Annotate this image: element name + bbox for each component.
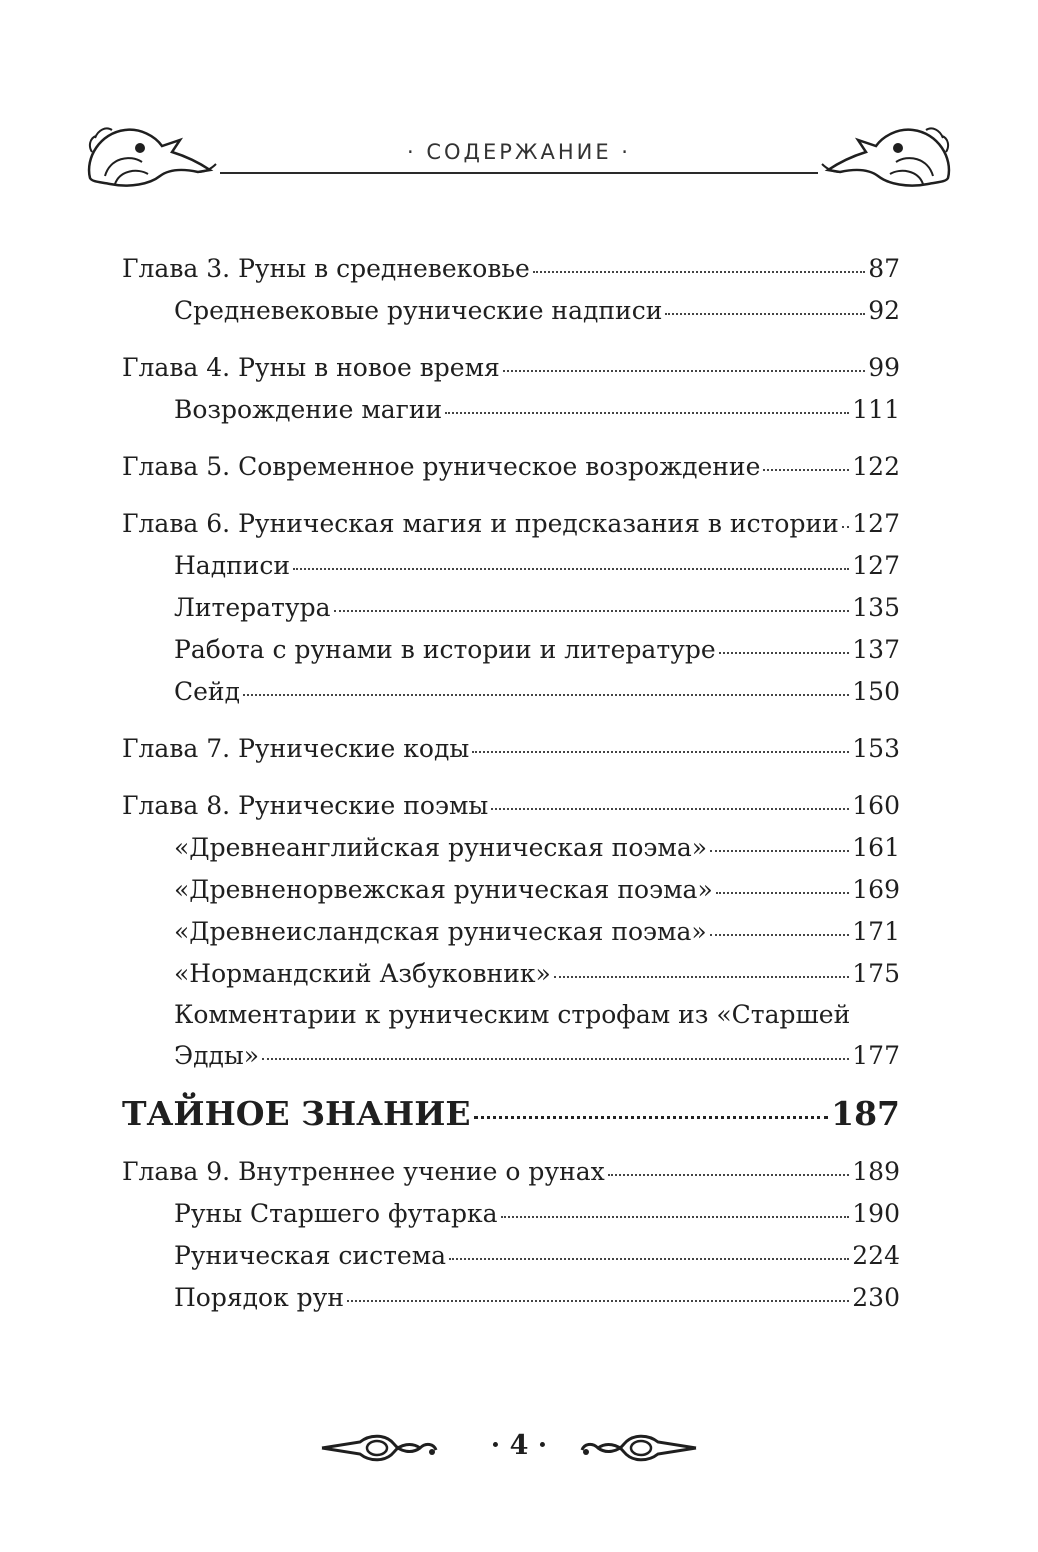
page-number: · 4 · xyxy=(490,1430,548,1461)
toc-section: Возрождение магии 111 xyxy=(174,395,900,424)
header-rule xyxy=(220,172,818,174)
toc-section: Эдды» 177 xyxy=(174,1041,900,1070)
toc-section: «Древнеисландская руническая поэма» 171 xyxy=(174,917,900,946)
toc-chapter: Глава 9. Внутреннее учение о рунах 189 xyxy=(122,1157,900,1186)
toc-section: «Древненорвежская руническая поэма» 169 xyxy=(174,875,900,904)
toc-chapter: Глава 6. Руническая магия и предсказания в истории 127 xyxy=(122,509,900,538)
toc-section: Порядок рун 230 xyxy=(174,1283,900,1312)
toc-section: «Древнеанглийская руническая поэма» 161 xyxy=(174,833,900,862)
page-header xyxy=(0,0,1038,200)
toc-section-wrapped-line: Комментарии к руническим строфам из «Старшей xyxy=(174,1000,851,1029)
toc-chapter: Глава 4. Руны в новое время 99 xyxy=(122,353,900,382)
toc-chapter: Глава 8. Рунические поэмы 160 xyxy=(122,791,900,820)
toc-section: Работа с рунами в истории и литературе 137 xyxy=(174,635,900,664)
toc-chapter: Глава 3. Руны в средневековье 87 xyxy=(122,254,900,283)
dragon-head-ornament-icon xyxy=(818,118,958,198)
table-of-contents xyxy=(122,248,900,1319)
toc-chapter: Глава 5. Современное руническое возрождение 122 xyxy=(122,452,900,481)
toc-section: Сейд 150 xyxy=(174,677,900,706)
toc-section: «Нормандский Азбуковник» 175 xyxy=(174,959,900,988)
toc-section: Надписи 127 xyxy=(174,551,900,580)
toc-section: Литература 135 xyxy=(174,593,900,622)
page-footer xyxy=(0,1420,1038,1480)
toc-part-heading: ТАЙНОЕ ЗНАНИЕ 187 xyxy=(122,1094,900,1133)
header-title: · СОДЕРЖАНИЕ · xyxy=(407,140,631,164)
toc-section: Средневековые рунические надписи 92 xyxy=(174,296,900,325)
toc-chapter: Глава 7. Рунические коды 153 xyxy=(122,734,900,763)
knot-ornament-icon xyxy=(578,1428,698,1468)
toc-section: Руническая система 224 xyxy=(174,1241,900,1270)
toc-section: Руны Старшего футарка 190 xyxy=(174,1199,900,1228)
